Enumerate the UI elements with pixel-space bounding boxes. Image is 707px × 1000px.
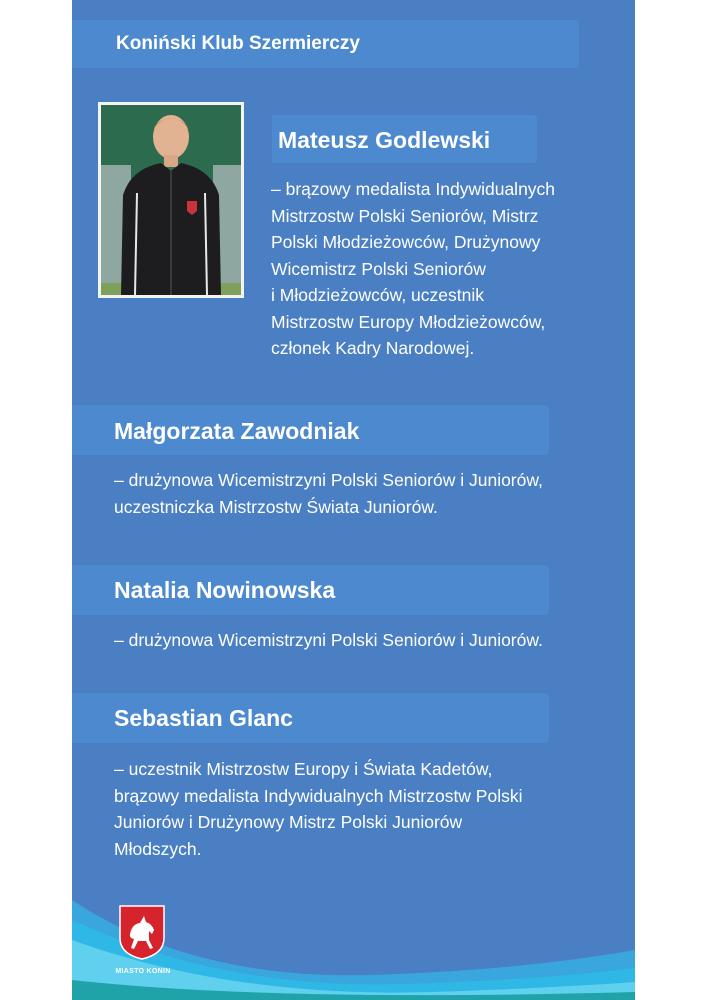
athlete-name-2: Małgorzata Zawodniak bbox=[114, 418, 360, 444]
athlete-description-1: – brązowy medalista Indywidualnych Mistrzostw Polski Seniorów, Mistrz Polski Młodzieżowców, Drużynowy Wicemistrz Polski Seniorów i Młodzieżowców, uczestnik Mistrzostw Europy Młodzieżowców, członek Kadry Narodowej. bbox=[271, 179, 556, 358]
athlete-description-2: – drużynowa Wicemistrzyni Polski Seniorów i Juniorów, uczestniczka Mistrzostw Świata Juniorów. bbox=[114, 470, 543, 517]
white-horse-crest-icon bbox=[118, 904, 166, 960]
athlete-photo bbox=[98, 102, 244, 298]
athlete-name-4: Sebastian Glanc bbox=[114, 705, 293, 731]
city-logo-label: MIASTO KONIN bbox=[115, 968, 171, 975]
athlete-description-4: – uczestnik Mistrzostw Europy i Świata Kadetów, brązowy medalista Indywidualnych Mistrzostw Polski Juniorów i Drużynowy Mistrz Polski Juniorów Młodszych. bbox=[114, 759, 523, 859]
club-title: Koniński Klub Szermierczy bbox=[116, 33, 360, 54]
athlete-portrait-icon bbox=[101, 105, 241, 295]
athlete-name-1: Mateusz Godlewski bbox=[278, 127, 491, 153]
content-panel bbox=[72, 0, 635, 1000]
athlete-description-3: – drużynowa Wicemistrzyni Polski Seniorów i Juniorów. bbox=[114, 630, 543, 650]
athlete-name-3: Natalia Nowinowska bbox=[114, 577, 336, 603]
